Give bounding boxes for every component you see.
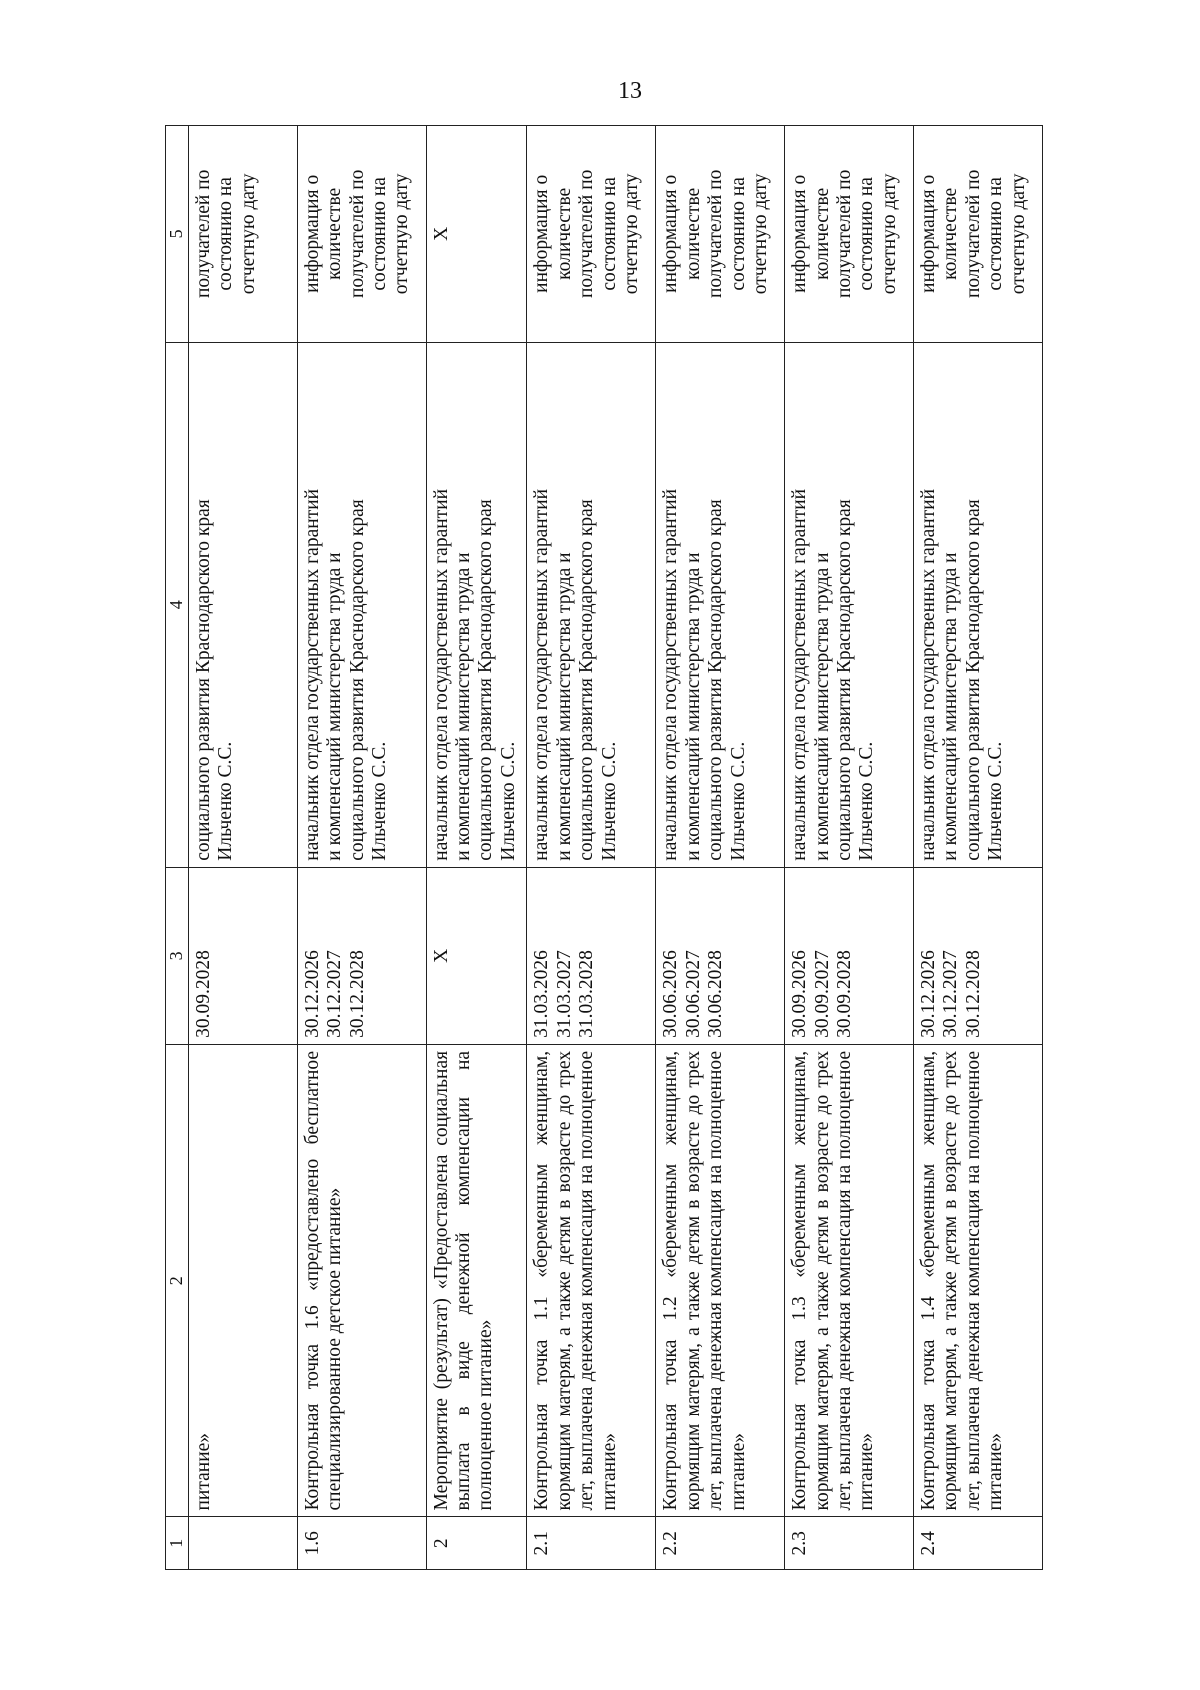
info-line: отчетную дату — [878, 173, 900, 295]
info-line: состоянию на — [369, 177, 391, 291]
date-value: 30.09.2026 — [789, 950, 811, 1038]
responsible-line: начальник отдела государственных гарантий — [660, 488, 682, 861]
responsible-line: Ильченко С.С. — [727, 741, 749, 861]
row-info — [656, 126, 785, 343]
row-info — [785, 126, 914, 343]
responsible-line: социального развития Краснодарского края — [193, 499, 214, 861]
info-line: количестве — [682, 187, 704, 280]
responsible-line: начальник отдела государственных гарантий — [789, 488, 811, 861]
table-row — [785, 126, 914, 1570]
responsible-line: и компенсаций министерства труда и — [811, 552, 833, 861]
row-responsible — [656, 342, 785, 867]
date-value: 30.06.2026 — [660, 950, 682, 1038]
page-number: 13 — [618, 78, 642, 104]
row-info — [914, 126, 1043, 343]
info-line: количестве — [811, 187, 833, 280]
info-line: информация о — [531, 174, 553, 293]
responsible-line: начальник отдела государственных гарантий — [531, 488, 553, 861]
row-description: Контрольная точка 1.1 «беременным женщинам, кормящим матерям, а также детям в возрасте до трех лет, выплачена денежная компенсация на полноценное питание» — [527, 1044, 656, 1517]
table-row — [914, 126, 1043, 1570]
date-value: 30.12.2026 — [918, 950, 940, 1038]
info-line: получателей по — [705, 169, 727, 299]
row-dates — [426, 867, 527, 1044]
row-dates — [914, 867, 1043, 1044]
responsible-line: социального развития Краснодарского края — [346, 499, 368, 861]
date-value: 30.09.2028 — [193, 950, 214, 1038]
header-col-2: 2 — [166, 1044, 189, 1517]
row-number: 1.6 — [297, 1517, 426, 1570]
date-value: Х — [430, 948, 452, 963]
row-description: Контрольная точка 1.3 «беременным женщинам, кормящим матерям, а также детям в возрасте до трех лет, выплачена денежная компенсация на полноценное питание» — [785, 1044, 914, 1517]
responsible-line: социального развития Краснодарского края — [576, 499, 598, 861]
date-value: 31.03.2028 — [576, 950, 598, 1038]
info-line: получателей по — [576, 169, 598, 299]
row-description: Контрольная точка 1.6 «предоставлено бесплатное специализированное детское питание» — [297, 1044, 426, 1517]
info-line: информация о — [301, 174, 323, 293]
responsible-line: начальник отдела государственных гарантий — [430, 488, 452, 861]
row-responsible — [297, 342, 426, 867]
row-responsible — [189, 342, 298, 867]
row-responsible — [914, 342, 1043, 867]
header-col-4: 4 — [166, 342, 189, 867]
info-line: состоянию на — [598, 177, 620, 291]
info-line: количестве — [324, 187, 346, 280]
row-number: 2.4 — [914, 1517, 1043, 1570]
date-value: 30.12.2026 — [301, 950, 323, 1038]
responsible-line: Ильченко С.С. — [598, 741, 620, 861]
info-line: состоянию на — [985, 177, 1007, 291]
info-line: получателей по — [962, 169, 984, 299]
responsible-line: и компенсаций министерства труда и — [553, 552, 575, 861]
responsible-line: социального развития Краснодарского края — [475, 499, 497, 861]
row-responsible — [426, 342, 527, 867]
row-info — [426, 126, 527, 343]
date-value: 30.06.2028 — [705, 950, 727, 1038]
date-value: 30.12.2028 — [346, 950, 368, 1038]
date-value: 30.12.2028 — [962, 950, 984, 1038]
responsible-line: и компенсаций министерства труда и — [682, 552, 704, 861]
info-line: получателей по — [346, 169, 368, 299]
header-row — [166, 126, 189, 1570]
table-body — [189, 126, 1043, 1570]
info-line: отчетную дату — [749, 173, 771, 295]
row-info — [527, 126, 656, 343]
info-line: информация о — [660, 174, 682, 293]
table-row — [297, 126, 426, 1570]
date-value: 30.06.2027 — [682, 950, 704, 1038]
responsible-line: социального развития Краснодарского края — [962, 499, 984, 861]
row-info — [189, 126, 298, 343]
date-value: 30.12.2027 — [324, 950, 346, 1038]
row-responsible — [527, 342, 656, 867]
info-line: Х — [430, 226, 452, 241]
row-description: Контрольная точка 1.2 «беременным женщинам, кормящим матерям, а также детям в возрасте до трех лет, выплачена денежная компенсация на полноценное питание» — [656, 1044, 785, 1517]
table-row — [426, 126, 527, 1570]
date-value: 31.03.2026 — [531, 950, 553, 1038]
info-line: состоянию на — [727, 177, 749, 291]
responsible-line: Ильченко С.С. — [215, 741, 237, 861]
info-line: информация о — [918, 174, 940, 293]
info-line: получателей по — [193, 169, 214, 299]
info-line: количестве — [940, 187, 962, 280]
info-line: информация о — [789, 174, 811, 293]
info-line: количестве — [553, 187, 575, 280]
responsible-line: начальник отдела государственных гарантий — [301, 488, 323, 861]
responsible-line: Ильченко С.С. — [497, 741, 519, 861]
info-line: состоянию на — [215, 177, 237, 291]
row-dates — [656, 867, 785, 1044]
row-number: 2.3 — [785, 1517, 914, 1570]
row-dates — [527, 867, 656, 1044]
responsible-line: и компенсаций министерства труда и — [940, 552, 962, 861]
header-col-3: 3 — [166, 867, 189, 1044]
row-dates — [297, 867, 426, 1044]
row-dates — [785, 867, 914, 1044]
row-description: Контрольная точка 1.4 «беременным женщинам, кормящим матерям, а также детям в возрасте до трех лет, выплачена денежная компенсация на полноценное питание» — [914, 1044, 1043, 1517]
row-number: 2 — [426, 1517, 527, 1570]
responsible-line: и компенсаций министерства труда и — [324, 552, 346, 861]
row-number: 2.1 — [527, 1517, 656, 1570]
info-line: отчетную дату — [621, 173, 643, 295]
rotated-table-container — [165, 125, 1043, 1570]
header-col-5: 5 — [166, 126, 189, 343]
row-number — [189, 1517, 298, 1570]
header-col-1: 1 — [166, 1517, 189, 1570]
responsible-line: социального развития Краснодарского края — [833, 499, 855, 861]
row-responsible — [785, 342, 914, 867]
responsible-line: Ильченко С.С. — [985, 741, 1007, 861]
row-dates — [189, 867, 298, 1044]
plan-table — [165, 125, 1043, 1570]
responsible-line: социального развития Краснодарского края — [705, 499, 727, 861]
date-value: 30.12.2027 — [940, 950, 962, 1038]
info-line: отчетную дату — [1007, 173, 1029, 295]
table-row — [189, 126, 298, 1570]
row-description: Мероприятие (результат) «Предоставлена социальная выплата в виде денежной компенсации на полноценное питание» — [426, 1044, 527, 1517]
responsible-line: Ильченко С.С. — [369, 741, 391, 861]
info-line: получателей по — [833, 169, 855, 299]
responsible-line: начальник отдела государственных гарантий — [918, 488, 940, 861]
info-line: отчетную дату — [391, 173, 413, 295]
row-description: питание» — [189, 1044, 298, 1517]
info-line: отчетную дату — [237, 173, 259, 295]
info-line: состоянию на — [856, 177, 878, 291]
responsible-line: и компенсаций министерства труда и — [453, 552, 475, 861]
responsible-line: Ильченко С.С. — [856, 741, 878, 861]
table-row — [527, 126, 656, 1570]
date-value: 30.09.2028 — [833, 950, 855, 1038]
date-value: 31.03.2027 — [553, 950, 575, 1038]
row-info — [297, 126, 426, 343]
row-number: 2.2 — [656, 1517, 785, 1570]
table-row — [656, 126, 785, 1570]
date-value: 30.09.2027 — [811, 950, 833, 1038]
